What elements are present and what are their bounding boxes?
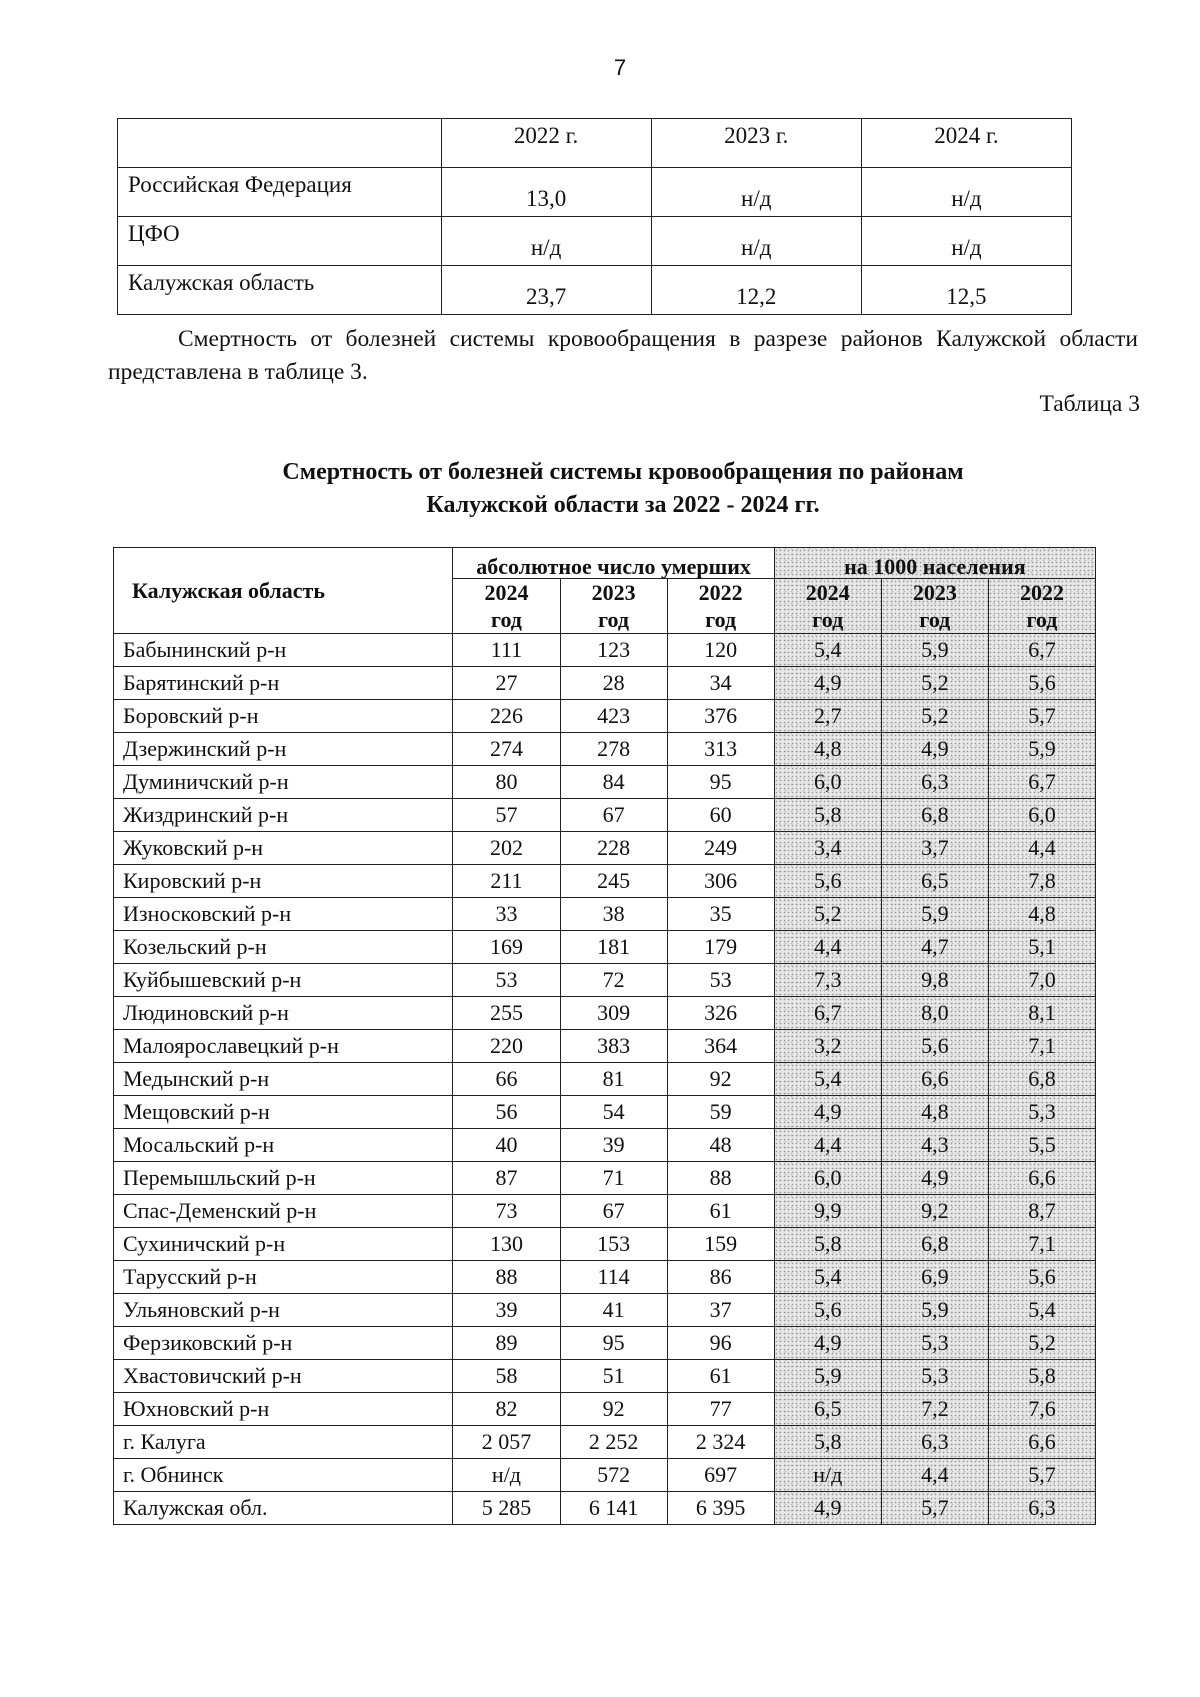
table-row — [114, 1096, 1096, 1129]
district-mortality-table — [113, 547, 1096, 1525]
rate-per-1000-cell: 5,2 — [881, 667, 988, 700]
absolute-deaths-cell: 81 — [560, 1063, 667, 1096]
district-name: Козельский р-н — [114, 931, 453, 964]
rate-per-1000-cell: 5,8 — [774, 1426, 881, 1459]
table-row — [114, 1492, 1096, 1525]
value-cell: н/д — [861, 168, 1071, 217]
absolute-deaths-cell: 84 — [560, 766, 667, 799]
absolute-deaths-cell: 111 — [453, 634, 560, 667]
absolute-deaths-cell: 95 — [667, 766, 774, 799]
district-name: Барятинский р-н — [114, 667, 453, 700]
absolute-deaths-cell: 67 — [560, 799, 667, 832]
rate-per-1000-cell: 5,3 — [881, 1360, 988, 1393]
table-row — [114, 733, 1096, 766]
absolute-deaths-cell: 220 — [453, 1030, 560, 1063]
rate-per-1000-cell: 7,2 — [881, 1393, 988, 1426]
absolute-deaths-cell: 376 — [667, 700, 774, 733]
absolute-deaths-cell: 123 — [560, 634, 667, 667]
table-label: Таблица 3 — [1039, 391, 1140, 417]
absolute-deaths-cell: 153 — [560, 1228, 667, 1261]
rate-per-1000-cell: 4,9 — [774, 1492, 881, 1525]
rate-per-1000-cell: 5,1 — [988, 931, 1095, 964]
district-name: Боровский р-н — [114, 700, 453, 733]
rate-per-1000-cell: 8,1 — [988, 997, 1095, 1030]
absolute-deaths-cell: 86 — [667, 1261, 774, 1294]
rate-per-1000-cell: 5,8 — [774, 1228, 881, 1261]
table-row — [114, 700, 1096, 733]
absolute-deaths-cell: 61 — [667, 1195, 774, 1228]
rate-per-1000-cell: 6,6 — [988, 1426, 1095, 1459]
rate-per-1000-cell: 6,7 — [774, 997, 881, 1030]
absolute-deaths-cell: 383 — [560, 1030, 667, 1063]
table-row — [114, 1459, 1096, 1492]
district-name: Медынский р-н — [114, 1063, 453, 1096]
district-name: Кировский р-н — [114, 865, 453, 898]
absolute-deaths-cell: 6 395 — [667, 1492, 774, 1525]
top-table-header-2022: 2022 г. — [441, 119, 651, 168]
absolute-deaths-cell: 41 — [560, 1294, 667, 1327]
rate-per-1000-cell: 4,4 — [988, 832, 1095, 865]
rate-per-1000-cell: 6,5 — [881, 865, 988, 898]
absolute-deaths-cell: 39 — [560, 1129, 667, 1162]
absolute-deaths-cell: 56 — [453, 1096, 560, 1129]
rate-per-1000-cell: 6,3 — [881, 1426, 988, 1459]
rate-per-1000-cell: 7,1 — [988, 1228, 1095, 1261]
table-row — [114, 1228, 1096, 1261]
rate-per-1000-cell: 5,9 — [881, 634, 988, 667]
rate-per-1000-cell: 3,4 — [774, 832, 881, 865]
rate-per-1000-cell: 5,4 — [774, 1261, 881, 1294]
table-row — [114, 1063, 1096, 1096]
district-name: Износковский р-н — [114, 898, 453, 931]
group-header-row — [114, 548, 1096, 579]
absolute-deaths-cell: 697 — [667, 1459, 774, 1492]
top-table-row — [118, 266, 1072, 315]
year-header: 2023 год — [881, 579, 988, 634]
top-comparison-table — [117, 118, 1072, 315]
district-name: Ферзиковский р-н — [114, 1327, 453, 1360]
rate-per-1000-cell: 5,2 — [774, 898, 881, 931]
absolute-deaths-cell: 120 — [667, 634, 774, 667]
absolute-deaths-cell: 278 — [560, 733, 667, 766]
table-row — [114, 865, 1096, 898]
value-cell: н/д — [441, 217, 651, 266]
district-name: Спас-Деменский р-н — [114, 1195, 453, 1228]
rate-per-1000-cell: 4,8 — [881, 1096, 988, 1129]
absolute-deaths-cell: 211 — [453, 865, 560, 898]
table-row — [114, 1426, 1096, 1459]
rate-per-1000-cell: 5,6 — [774, 865, 881, 898]
page-number: 7 — [613, 55, 627, 80]
absolute-deaths-cell: 66 — [453, 1063, 560, 1096]
absolute-deaths-cell: 88 — [667, 1162, 774, 1195]
district-name: г. Обнинск — [114, 1459, 453, 1492]
year-header: 2024 год — [774, 579, 881, 634]
value-cell: н/д — [651, 168, 861, 217]
absolute-deaths-cell: 274 — [453, 733, 560, 766]
absolute-deaths-cell: 87 — [453, 1162, 560, 1195]
absolute-deaths-cell: 255 — [453, 997, 560, 1030]
absolute-deaths-cell: 28 — [560, 667, 667, 700]
absolute-deaths-cell: 92 — [667, 1063, 774, 1096]
absolute-deaths-cell: 6 141 — [560, 1492, 667, 1525]
rate-per-1000-cell: 4,3 — [881, 1129, 988, 1162]
rate-per-1000-cell: 6,6 — [881, 1063, 988, 1096]
table-row — [114, 1393, 1096, 1426]
rate-per-1000-cell: 5,8 — [988, 1360, 1095, 1393]
rate-per-1000-cell: 7,1 — [988, 1030, 1095, 1063]
district-name: Думиничский р-н — [114, 766, 453, 799]
rate-per-1000-cell: 4,4 — [774, 1129, 881, 1162]
rate-per-1000-cell: 4,9 — [774, 1096, 881, 1129]
rate-per-1000-cell: 7,0 — [988, 964, 1095, 997]
table-row — [114, 898, 1096, 931]
absolute-deaths-cell: н/д — [453, 1459, 560, 1492]
year-header: 2023 год — [560, 579, 667, 634]
top-table-header-row — [118, 119, 1072, 168]
district-name: Жуковский р-н — [114, 832, 453, 865]
absolute-deaths-cell: 57 — [453, 799, 560, 832]
rate-per-1000-cell: 5,9 — [881, 898, 988, 931]
rate-per-1000-cell: 5,2 — [988, 1327, 1095, 1360]
district-name: Мещовский р-н — [114, 1096, 453, 1129]
absolute-deaths-cell: 33 — [453, 898, 560, 931]
absolute-deaths-cell: 80 — [453, 766, 560, 799]
absolute-deaths-cell: 179 — [667, 931, 774, 964]
table-row — [114, 1195, 1096, 1228]
value-cell: н/д — [861, 217, 1071, 266]
table-row — [114, 832, 1096, 865]
absolute-deaths-cell: 306 — [667, 865, 774, 898]
absolute-deaths-cell: 34 — [667, 667, 774, 700]
rate-per-1000-cell: 7,8 — [988, 865, 1095, 898]
absolute-deaths-cell: 54 — [560, 1096, 667, 1129]
value-cell: 12,2 — [651, 266, 861, 315]
rate-per-1000-cell: 5,7 — [988, 700, 1095, 733]
absolute-deaths-cell: 51 — [560, 1360, 667, 1393]
rate-per-1000-cell: 5,4 — [774, 1063, 881, 1096]
intro-paragraph: Смертность от болезней системы кровообращения в разрезе районов Калужской области представлена в таблице 3. — [108, 326, 1138, 385]
district-name: Тарусский р-н — [114, 1261, 453, 1294]
top-table-corner-cell — [118, 119, 442, 168]
district-name: Дзержинский р-н — [114, 733, 453, 766]
rate-per-1000-cell: н/д — [774, 1459, 881, 1492]
absolute-deaths-cell: 40 — [453, 1129, 560, 1162]
table-row — [114, 1294, 1096, 1327]
value-cell: 23,7 — [441, 266, 651, 315]
absolute-deaths-cell: 58 — [453, 1360, 560, 1393]
absolute-deaths-cell: 77 — [667, 1393, 774, 1426]
district-rows — [114, 634, 1096, 1525]
rate-per-1000-cell: 5,9 — [988, 733, 1095, 766]
absolute-deaths-cell: 73 — [453, 1195, 560, 1228]
rate-per-1000-cell: 5,6 — [774, 1294, 881, 1327]
absolute-deaths-cell: 2 057 — [453, 1426, 560, 1459]
absolute-deaths-cell: 181 — [560, 931, 667, 964]
rate-per-1000-cell: 6,3 — [881, 766, 988, 799]
absolute-deaths-cell: 2 252 — [560, 1426, 667, 1459]
rate-per-1000-cell: 6,3 — [988, 1492, 1095, 1525]
rate-per-1000-cell: 6,8 — [881, 799, 988, 832]
rate-per-1000-cell: 4,7 — [881, 931, 988, 964]
absolute-deaths-cell: 95 — [560, 1327, 667, 1360]
table-row — [114, 997, 1096, 1030]
rate-per-1000-cell: 5,4 — [774, 634, 881, 667]
top-table-row — [118, 217, 1072, 266]
rate-per-1000-cell: 6,0 — [774, 766, 881, 799]
absolute-deaths-cell: 572 — [560, 1459, 667, 1492]
absolute-deaths-cell: 48 — [667, 1129, 774, 1162]
table-row — [114, 799, 1096, 832]
absolute-deaths-cell: 423 — [560, 700, 667, 733]
district-name: г. Калуга — [114, 1426, 453, 1459]
district-name: Куйбышевский р-н — [114, 964, 453, 997]
absolute-deaths-cell: 71 — [560, 1162, 667, 1195]
rate-per-1000-cell: 3,2 — [774, 1030, 881, 1063]
rate-per-1000-cell: 4,8 — [988, 898, 1095, 931]
table-row — [114, 1129, 1096, 1162]
group-header-rate: на 1000 населения — [774, 548, 1095, 579]
absolute-deaths-cell: 228 — [560, 832, 667, 865]
table-title-line1: Смертность от болезней системы кровообращения по районам — [282, 459, 964, 485]
value-cell: 13,0 — [441, 168, 651, 217]
district-name: Перемышльский р-н — [114, 1162, 453, 1195]
absolute-deaths-cell: 82 — [453, 1393, 560, 1426]
rate-per-1000-cell: 4,8 — [774, 733, 881, 766]
rate-per-1000-cell: 4,9 — [774, 667, 881, 700]
rate-per-1000-cell: 5,9 — [881, 1294, 988, 1327]
rate-per-1000-cell: 8,7 — [988, 1195, 1095, 1228]
absolute-deaths-cell: 313 — [667, 733, 774, 766]
district-name: Жиздринский р-н — [114, 799, 453, 832]
absolute-deaths-cell: 61 — [667, 1360, 774, 1393]
absolute-deaths-cell: 39 — [453, 1294, 560, 1327]
rate-per-1000-cell: 9,2 — [881, 1195, 988, 1228]
rate-per-1000-cell: 4,9 — [774, 1327, 881, 1360]
district-name: Юхновский р-н — [114, 1393, 453, 1426]
table-row — [114, 1030, 1096, 1063]
absolute-deaths-cell: 53 — [453, 964, 560, 997]
rate-per-1000-cell: 4,9 — [881, 1162, 988, 1195]
rate-per-1000-cell: 5,2 — [881, 700, 988, 733]
rate-per-1000-cell: 3,7 — [881, 832, 988, 865]
rate-per-1000-cell: 5,7 — [988, 1459, 1095, 1492]
district-name: Хвастовичский р-н — [114, 1360, 453, 1393]
absolute-deaths-cell: 59 — [667, 1096, 774, 1129]
year-header: 2024 год — [453, 579, 560, 634]
rate-per-1000-cell: 5,5 — [988, 1129, 1095, 1162]
rate-per-1000-cell: 5,4 — [988, 1294, 1095, 1327]
rate-per-1000-cell: 5,6 — [988, 667, 1095, 700]
year-header: 2022 год — [988, 579, 1095, 634]
absolute-deaths-cell: 245 — [560, 865, 667, 898]
rate-per-1000-cell: 6,0 — [988, 799, 1095, 832]
rate-per-1000-cell: 5,9 — [774, 1360, 881, 1393]
table-row — [114, 1360, 1096, 1393]
table-row — [114, 931, 1096, 964]
rate-per-1000-cell: 6,5 — [774, 1393, 881, 1426]
rate-per-1000-cell: 6,0 — [774, 1162, 881, 1195]
absolute-deaths-cell: 72 — [560, 964, 667, 997]
absolute-deaths-cell: 130 — [453, 1228, 560, 1261]
absolute-deaths-cell: 364 — [667, 1030, 774, 1063]
table-row — [114, 667, 1096, 700]
table-row — [114, 1162, 1096, 1195]
rate-per-1000-cell: 5,7 — [881, 1492, 988, 1525]
absolute-deaths-cell: 114 — [560, 1261, 667, 1294]
region-name: Калужская область — [118, 266, 442, 315]
district-name: Малоярославецкий р-н — [114, 1030, 453, 1063]
rate-per-1000-cell: 4,4 — [881, 1459, 988, 1492]
district-name: Бабынинский р-н — [114, 634, 453, 667]
rate-per-1000-cell: 4,4 — [774, 931, 881, 964]
table-row — [114, 1261, 1096, 1294]
absolute-deaths-cell: 53 — [667, 964, 774, 997]
district-name: Сухиничский р-н — [114, 1228, 453, 1261]
district-name: Мосальский р-н — [114, 1129, 453, 1162]
absolute-deaths-cell: 5 285 — [453, 1492, 560, 1525]
absolute-deaths-cell: 96 — [667, 1327, 774, 1360]
rate-per-1000-cell: 5,6 — [988, 1261, 1095, 1294]
rate-per-1000-cell: 7,6 — [988, 1393, 1095, 1426]
absolute-deaths-cell: 92 — [560, 1393, 667, 1426]
rate-per-1000-cell: 6,7 — [988, 766, 1095, 799]
absolute-deaths-cell: 35 — [667, 898, 774, 931]
rate-per-1000-cell: 2,7 — [774, 700, 881, 733]
rate-per-1000-cell: 7,3 — [774, 964, 881, 997]
group-header-absolute: абсолютное число умерших — [453, 548, 774, 579]
absolute-deaths-cell: 169 — [453, 931, 560, 964]
region-name: ЦФО — [118, 217, 442, 266]
district-name: Ульяновский р-н — [114, 1294, 453, 1327]
absolute-deaths-cell: 37 — [667, 1294, 774, 1327]
rate-per-1000-cell: 5,3 — [881, 1327, 988, 1360]
year-header: 2022 год — [667, 579, 774, 634]
rate-per-1000-cell: 9,8 — [881, 964, 988, 997]
table-row — [114, 634, 1096, 667]
absolute-deaths-cell: 88 — [453, 1261, 560, 1294]
absolute-deaths-cell: 89 — [453, 1327, 560, 1360]
district-name: Калужская обл. — [114, 1492, 453, 1525]
table-title — [108, 456, 1138, 522]
absolute-deaths-cell: 326 — [667, 997, 774, 1030]
absolute-deaths-cell: 67 — [560, 1195, 667, 1228]
table-row — [114, 1327, 1096, 1360]
rate-per-1000-cell: 5,6 — [881, 1030, 988, 1063]
rate-per-1000-cell: 6,7 — [988, 634, 1095, 667]
table-row — [114, 766, 1096, 799]
value-cell: н/д — [651, 217, 861, 266]
rate-per-1000-cell: 6,8 — [988, 1063, 1095, 1096]
rate-per-1000-cell: 6,6 — [988, 1162, 1095, 1195]
absolute-deaths-cell: 27 — [453, 667, 560, 700]
corner-header: Калужская область — [114, 548, 453, 634]
absolute-deaths-cell: 159 — [667, 1228, 774, 1261]
absolute-deaths-cell: 249 — [667, 832, 774, 865]
rate-per-1000-cell: 5,8 — [774, 799, 881, 832]
table-title-line2: Калужской области за 2022 - 2024 гг. — [426, 492, 820, 518]
rate-per-1000-cell: 6,8 — [881, 1228, 988, 1261]
absolute-deaths-cell: 202 — [453, 832, 560, 865]
rate-per-1000-cell: 8,0 — [881, 997, 988, 1030]
value-cell: 12,5 — [861, 266, 1071, 315]
table-row — [114, 964, 1096, 997]
absolute-deaths-cell: 309 — [560, 997, 667, 1030]
top-table-header-2023: 2023 г. — [651, 119, 861, 168]
region-name: Российская Федерация — [118, 168, 442, 217]
top-table-header-2024: 2024 г. — [861, 119, 1071, 168]
rate-per-1000-cell: 6,9 — [881, 1261, 988, 1294]
absolute-deaths-cell: 38 — [560, 898, 667, 931]
rate-per-1000-cell: 4,9 — [881, 733, 988, 766]
absolute-deaths-cell: 226 — [453, 700, 560, 733]
absolute-deaths-cell: 60 — [667, 799, 774, 832]
absolute-deaths-cell: 2 324 — [667, 1426, 774, 1459]
rate-per-1000-cell: 5,3 — [988, 1096, 1095, 1129]
top-table-row — [118, 168, 1072, 217]
rate-per-1000-cell: 9,9 — [774, 1195, 881, 1228]
district-name: Людиновский р-н — [114, 997, 453, 1030]
